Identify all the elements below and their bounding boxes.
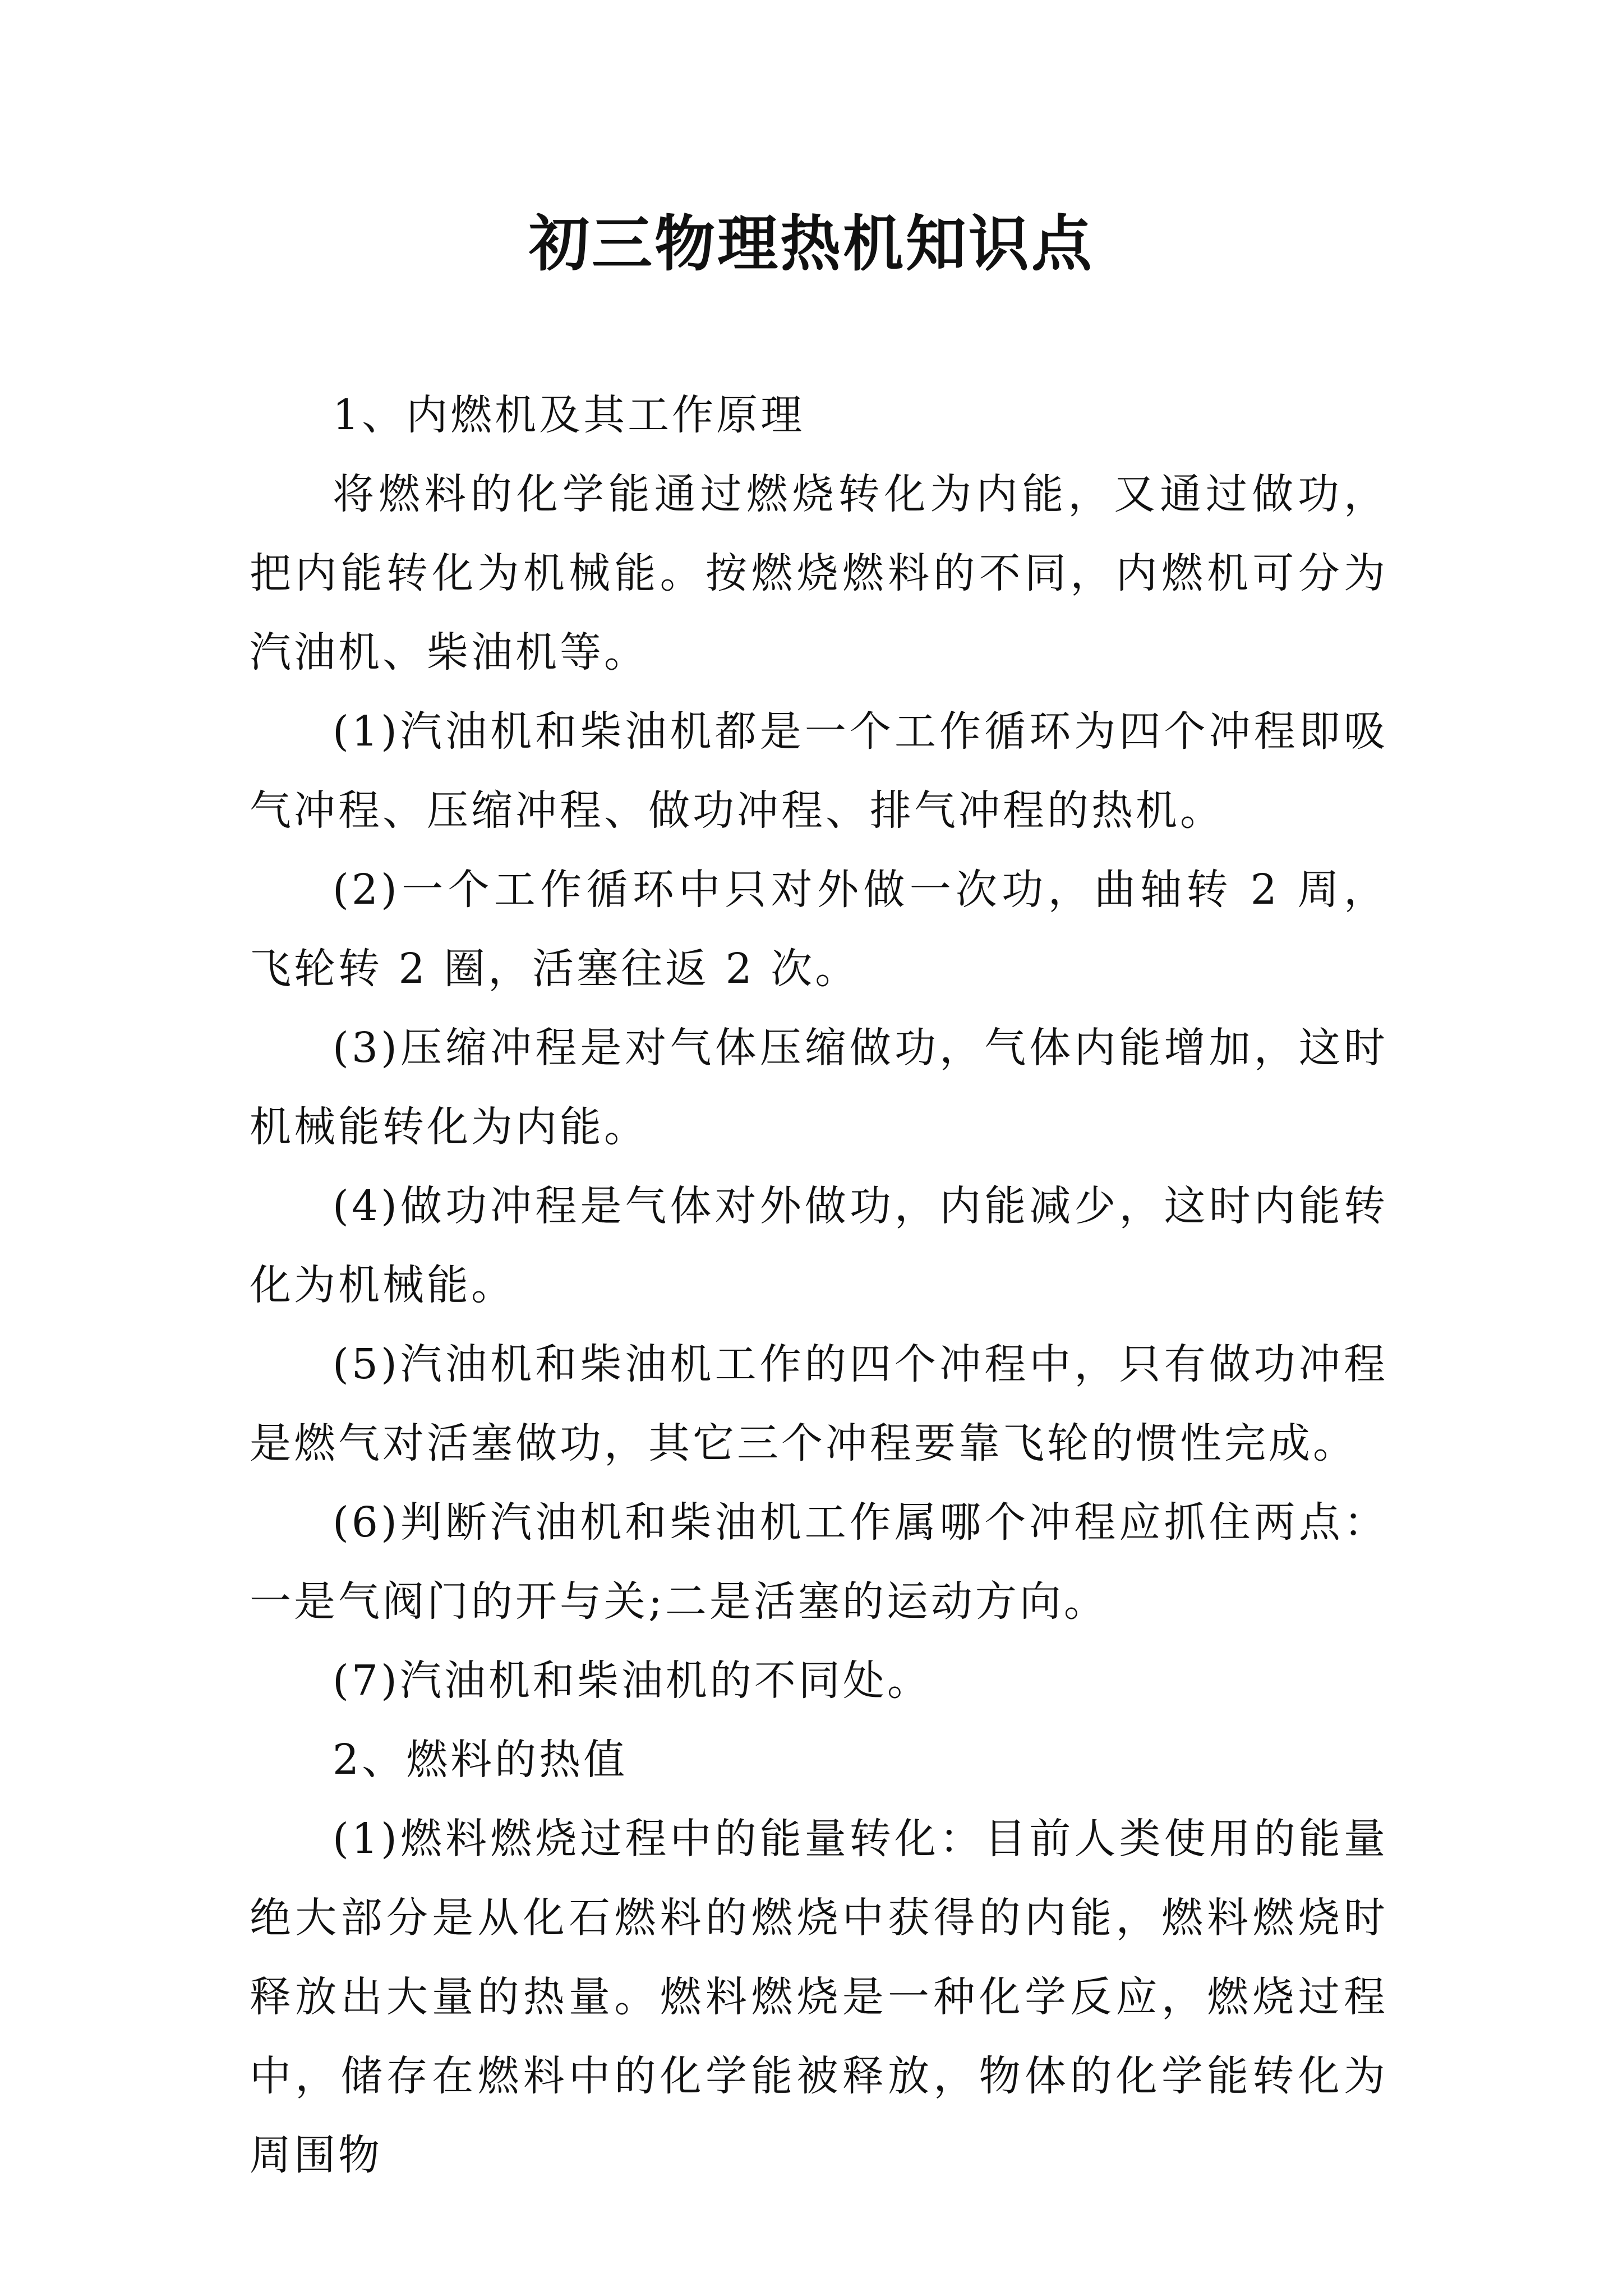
list-item-fuel-1: (1)燃料燃烧过程中的能量转化：目前人类使用的能量绝大部分是从化石燃料的燃烧中获得的内能，燃料燃烧时释放出大量的热量。燃料燃烧是一种化学反应，燃烧过程中，储存在燃料中的化学能被释放，物体的化学能转化为周围物	[250, 1815, 1388, 2179]
list-item-6: (6)判断汽油机和柴油机工作属哪个冲程应抓住两点：一是气阀门的开与关;二是活塞的运动方向。	[250, 1498, 1388, 1626]
document-body	[250, 376, 1388, 2195]
paragraph-working-principle: 将燃料的化学能通过燃烧转化为内能，又通过做功，把内能转化为机械能。按燃烧燃料的不同，内燃机可分为汽油机、柴油机等。	[250, 470, 1388, 677]
document-title: 初三物理热机知识点	[528, 209, 1094, 279]
list-item-5: (5)汽油机和柴油机工作的四个冲程中，只有做功冲程是燃气对活塞做功，其它三个冲程要靠飞轮的惯性完成。	[250, 1340, 1388, 1467]
list-item-7: (7)汽油机和柴油机的不同处。	[333, 1657, 932, 1705]
section-heading-fuel-heat-value: 2、燃料的热值	[333, 1736, 628, 1784]
list-item-3: (3)压缩冲程是对气体压缩做功，气体内能增加，这时机械能转化为内能。	[250, 1024, 1388, 1151]
section-heading-internal-combustion: 1、内燃机及其工作原理	[333, 391, 805, 439]
list-item-1: (1)汽油机和柴油机都是一个工作循环为四个冲程即吸气冲程、压缩冲程、做功冲程、排气冲程的热机。	[250, 707, 1388, 835]
list-item-2: (2)一个工作循环中只对外做一次功，曲轴转 2 周，飞轮转 2 圈，活塞往返 2 次。	[250, 866, 1388, 993]
list-item-4: (4)做功冲程是气体对外做功，内能减少，这时内能转化为机械能。	[250, 1182, 1388, 1309]
